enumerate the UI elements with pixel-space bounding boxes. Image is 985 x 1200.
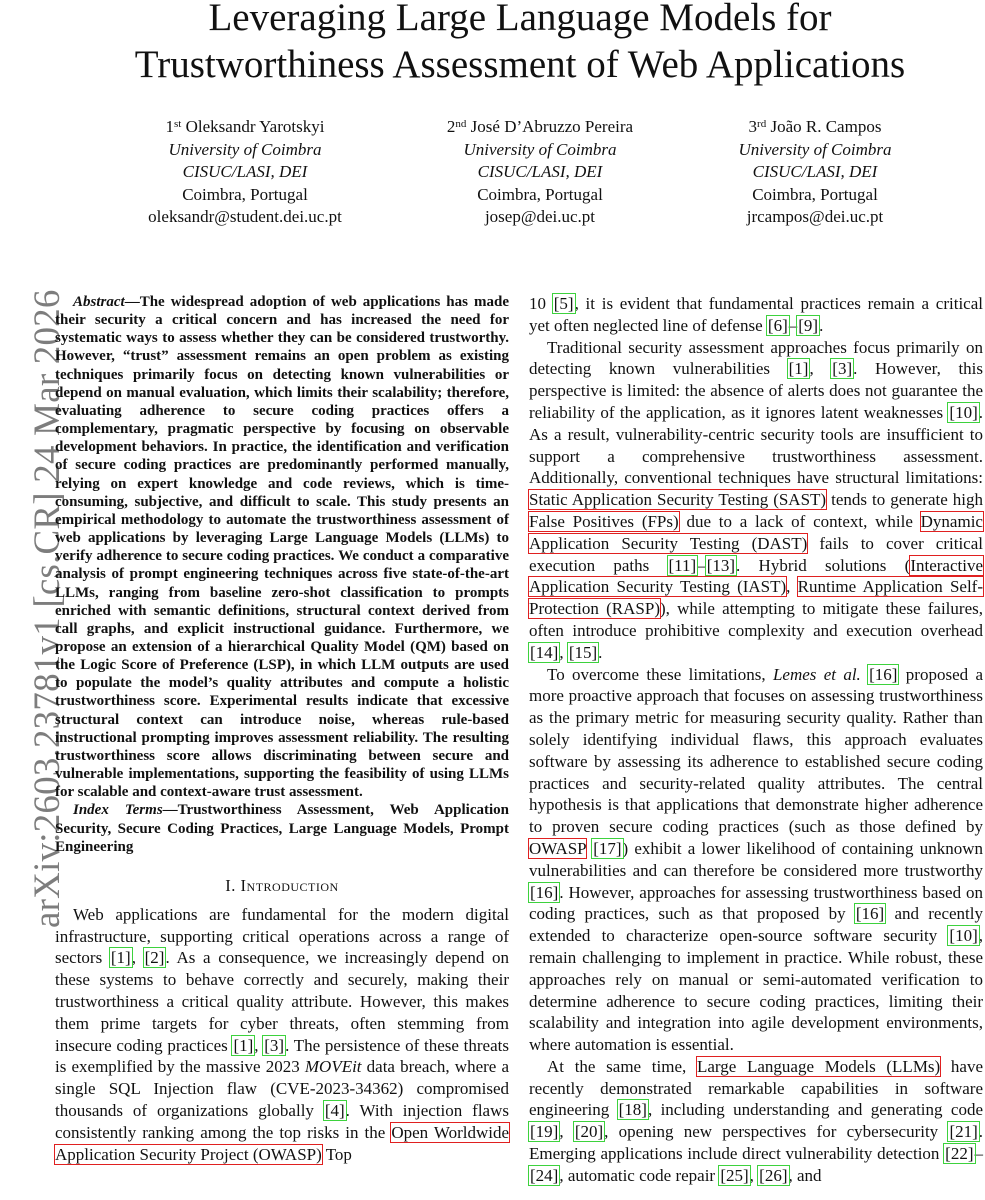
citation-link[interactable]: [19]: [530, 1122, 559, 1142]
author-ordinal: 3: [748, 117, 758, 136]
citation-link[interactable]: [1]: [788, 359, 809, 379]
author-department: CISUC/LASI, DEI: [752, 162, 878, 181]
citation-link[interactable]: [20]: [574, 1122, 604, 1142]
citation-link[interactable]: [11]: [668, 555, 697, 575]
citation-link[interactable]: [16]: [530, 882, 559, 902]
citation-link[interactable]: [21]: [949, 1122, 978, 1142]
text-run: Web applications are fundamental for the modern digital infrastructure, supporting critical operations across a range of sectors: [55, 904, 509, 968]
text-run: . However, approaches for assessing trustworthiness based on coding practices, such as that proposed by: [529, 882, 983, 924]
text-run: To overcome these limitations,: [547, 664, 773, 684]
text-run: ,: [131, 948, 144, 968]
text-run: ,: [559, 642, 568, 662]
right-column: [529, 293, 983, 1187]
author-name: João R. Campos: [770, 117, 882, 136]
author-department: CISUC/LASI, DEI: [182, 162, 308, 181]
acronym-link[interactable]: Open Worldwide Application Security Project (OWASP): [55, 1122, 509, 1164]
text-run: and recently extended to characterize open-source software security: [529, 904, 983, 946]
text-run: fails to cover critical execution paths: [529, 533, 983, 575]
text-run: 10: [529, 294, 553, 313]
author-department: CISUC/LASI, DEI: [477, 162, 603, 181]
author-email[interactable]: josep@dei.uc.pt: [484, 207, 596, 226]
citation-link[interactable]: [22]: [945, 1144, 974, 1164]
text-run: , opening new perspectives for cybersecurity: [604, 1122, 949, 1142]
text-run: , and: [788, 1165, 822, 1185]
text-run: . Hybrid solutions (: [736, 555, 911, 575]
author-ordinal-suffix: nd: [455, 118, 467, 130]
text-run: .: [819, 315, 824, 335]
citation-link[interactable]: [17]: [593, 838, 622, 858]
author-ordinal: 1: [165, 117, 175, 136]
text-run: ,: [749, 1165, 759, 1185]
author-affiliation: University of Coimbra: [168, 139, 322, 159]
abstract: [55, 293, 509, 801]
author-block: [715, 116, 915, 229]
text-run: Top: [321, 1144, 352, 1164]
citation-link[interactable]: [10]: [949, 402, 978, 422]
citation-link[interactable]: [1]: [233, 1035, 254, 1055]
text-run: , remain challenging to implement in practice. While robust, these approaches rely on manual or semi-automated verification to determine adherence to secure coding practices, limiting their scalability and integration into agile development environments, where automation is essential.: [529, 926, 983, 1055]
citation-link[interactable]: [26]: [759, 1165, 788, 1185]
acronym-link[interactable]: Large Language Models (LLMs): [696, 1056, 941, 1076]
acronym-link[interactable]: Dynamic Application Security Testing (DAST): [529, 511, 983, 553]
body-paragraph: [529, 293, 983, 337]
paper-title: [0, 0, 985, 88]
citation-link[interactable]: [14]: [530, 642, 559, 662]
body-paragraph: [529, 1056, 983, 1187]
citation-link[interactable]: [16]: [869, 664, 898, 684]
abstract-dash: —: [124, 294, 140, 310]
author-block: [130, 116, 360, 229]
title-line-1: Leveraging Large Language Models for: [208, 0, 832, 39]
text-run: tends to generate high: [826, 490, 983, 510]
acronym-link[interactable]: OWASP: [529, 838, 586, 858]
index-terms-label: Index Terms: [73, 802, 163, 819]
acronym-link[interactable]: False Positives (FPs): [529, 511, 679, 531]
text-run: Traditional security assessment approaches focus primarily on detecting known vulnerabilities: [529, 337, 983, 379]
citation-link[interactable]: [3]: [264, 1035, 285, 1055]
citation-link[interactable]: [10]: [949, 926, 978, 946]
author-location: Coimbra, Portugal: [182, 184, 308, 204]
author-ordinal-suffix: rd: [757, 118, 767, 130]
text-run: . Emerging applications include direct vulnerability detection: [529, 1122, 984, 1164]
section-number: I.: [225, 875, 236, 895]
author-affiliation: University of Coimbra: [738, 139, 892, 159]
text-run: –: [697, 555, 706, 575]
author-block: [420, 116, 660, 229]
text-run: ,: [809, 359, 832, 379]
text-run: data breach, where a single SQL Injection flaw (CVE-2023-34362) compromised thousands of organizations globally: [55, 1057, 509, 1121]
acronym-link[interactable]: Interactive Application Security Testing (IAST): [529, 555, 983, 597]
abstract-text: The widespread adoption of web applications has made their security a critical concern and has increased the need for systematic ways to assess whether they can be considered trustworthy. However, “trust” assessment remains an open problem as existing techniques primarily focus on detecting known vulnerabilities or depend on manual evaluation, which limits their scalability; therefore, evaluating adherence to secure coding practices offers a complementary, pragmatic perspective by focusing on observable development behaviors. In practice, the identification and verification of secure coding practices are predominantly performed manually, relying on expert knowledge and code reviews, which is time-consuming, subjective, and difficult to scale. This study presents an empirical methodology to automate the trustworthiness assessment of web applications by leveraging Large Language Models (LLMs) to verify adherence to secure coding practices. We conduct a comparative analysis of prompt engineering techniques across five state-of-the-art LLMs, ranging from baseline zero-shot classification to prompts enriched with semantic definitions, structural context derived from call graphs, and explicit instructional guidance. Furthermore, we propose an extension of a hierarchical Quality Model (QM) based on the Logic Score of Preference (LSP), in which LLM outputs are used to populate the model’s quality attributes and compute a holistic trustworthiness score. Experimental results indicate that excessive structural context can introduce noise, whereas rule-based instructional prompting improves assessment reliability. The resulting trustworthiness score allows discriminating between secure and vulnerable implementations, supporting the feasibility of using LLMs for scalable and context-aware trust assessment.: [55, 294, 509, 801]
text-run: . As a consequence, we increasingly depend on these systems to behave correctly and securely, making their trustworthiness a critical quality attribute. However, this makes them prime targets for cyber threats, often stemming from insecure coding practices: [55, 948, 509, 1055]
index-terms-dash: —: [162, 802, 178, 819]
citation-link[interactable]: [16]: [855, 904, 885, 924]
text-run: . With injection flaws consistently ranking among the top risks in the: [55, 1101, 509, 1142]
text-run: , it is evident that fundamental practices remain a critical yet often neglected line of defense: [529, 294, 983, 335]
section-title: Introduction: [240, 875, 339, 895]
intro-paragraph: [55, 904, 509, 1166]
title-line-2: Trustworthiness Assessment of Web Applications: [134, 43, 906, 86]
text-run: ), while attempting to mitigate these failures, often introduce prohibitive complexity and execution overhead: [529, 599, 983, 640]
text-run: have recently demonstrated remarkable capabilities in software engineering: [529, 1056, 984, 1120]
emphasis-text: Lemes et al.: [772, 664, 861, 684]
text-run: ) exhibit a lower likelihood of containing unknown vulnerabilities and can therefore be considered more trustworthy: [529, 838, 984, 880]
citation-link[interactable]: [18]: [618, 1100, 647, 1120]
author-ordinal-suffix: st: [174, 118, 182, 130]
text-run: proposed a more proactive approach that focuses on assessing trustworthiness as the primary metric for measuring security quality. Rather than solely identifying individual flaws, this approach evaluates software by assessing its adherence to established secure coding practices and security-related quality attributes. The central hypothesis is that applications that demonstrate higher adherence to proven secure coding practices (such as those defined by: [529, 664, 983, 837]
text-run: At the same time,: [547, 1056, 697, 1076]
citation-link[interactable]: [15]: [568, 642, 598, 662]
citation-link[interactable]: [4]: [324, 1101, 345, 1121]
index-terms: [55, 801, 509, 855]
index-terms-text: Trustworthiness Assessment, Web Application Security, Secure Coding Practices, Large Language Models, Prompt Engineering: [55, 802, 509, 855]
citation-link[interactable]: [13]: [706, 555, 736, 575]
citation-link[interactable]: [9]: [798, 315, 819, 335]
text-run: ,: [254, 1035, 264, 1055]
text-run: ,: [559, 1122, 574, 1142]
citation-link[interactable]: [6]: [767, 315, 788, 335]
arxiv-identifier-stamp: arXiv:2603.23781v1 [cs.CR] 24 Mar 2026: [27, 289, 68, 928]
author-affiliation: University of Coimbra: [463, 139, 617, 159]
text-run: . However, this perspective is limited: the absence of alerts does not guarantee the reliability of the application, as it ignores latent weaknesses: [529, 359, 983, 422]
author-email[interactable]: jrcampos@dei.uc.pt: [746, 207, 884, 226]
text-run: , including understanding and generating code: [647, 1100, 983, 1120]
text-run: , automatic code repair: [559, 1165, 720, 1185]
author-email[interactable]: oleksandr@student.dei.uc.pt: [148, 207, 342, 226]
text-run: . The persistence of these threats is exemplified by the massive 2023: [55, 1035, 509, 1077]
text-run: . As a result, vulnerability-centric security tools are insufficient to support a comprehensive trustworthiness assessment. Additionally, conventional techniques have structural limitations:: [529, 402, 983, 488]
left-column: [55, 293, 509, 1165]
text-run: ,: [786, 577, 798, 597]
abstract-label: Abstract: [73, 294, 125, 310]
citation-link[interactable]: [1]: [110, 948, 131, 968]
citation-link[interactable]: [24]: [530, 1165, 559, 1185]
citation-link[interactable]: [2]: [144, 948, 165, 968]
citation-link[interactable]: [25]: [720, 1165, 749, 1185]
author-location: Coimbra, Portugal: [752, 184, 878, 204]
section-heading: [55, 876, 509, 896]
author-location: Coimbra, Portugal: [477, 184, 603, 204]
text-run: –: [974, 1144, 983, 1164]
text-run: .: [598, 642, 603, 662]
author-name: José D’Abruzzo Pereira: [470, 117, 634, 136]
acronym-link[interactable]: Runtime Application Self-Protection (RASP): [529, 577, 983, 619]
body-paragraph: [529, 337, 983, 664]
text-run: due to a lack of context, while: [678, 511, 921, 531]
text-run: –: [788, 315, 798, 335]
emphasis-text: MOVEit: [304, 1057, 362, 1077]
author-name: Oleksandr Yarotskyi: [185, 117, 325, 136]
citation-link[interactable]: [5]: [553, 294, 574, 313]
author-ordinal: 2: [446, 117, 456, 136]
citation-link[interactable]: [3]: [832, 359, 853, 379]
acronym-link[interactable]: Static Application Security Testing (SAST): [529, 490, 827, 510]
body-paragraph: [529, 664, 983, 1056]
